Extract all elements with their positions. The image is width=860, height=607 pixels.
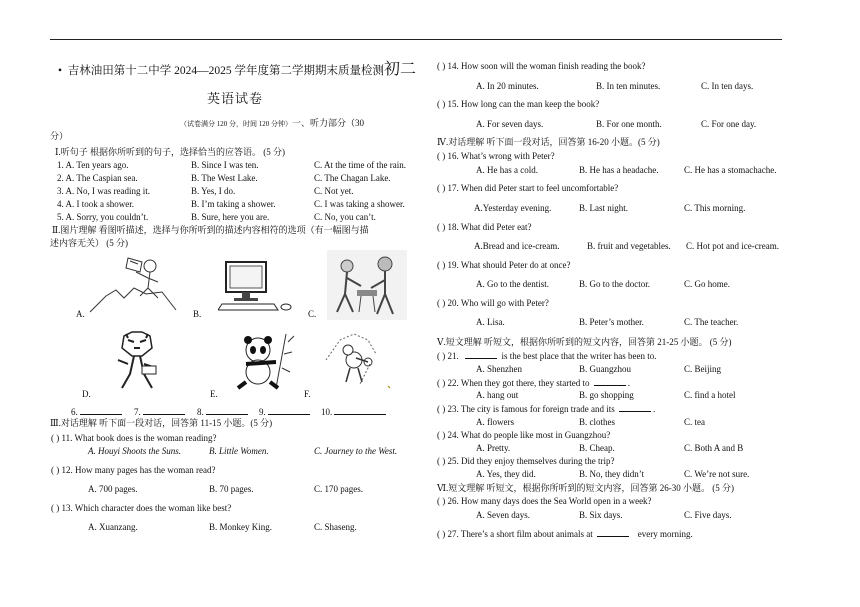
question-25: ( ) 25. Did they enjoy themselves during the trip? <box>437 456 615 466</box>
s1-heading: Ⅰ.听句子 根据你所听到的句子，选择恰当的应答语。 (5 分) <box>55 147 286 157</box>
picture-chess-players <box>327 250 407 320</box>
picture-computer <box>218 260 298 312</box>
answer-blank-9: 9. <box>259 406 312 418</box>
s3-heading: Ⅲ.对话理解 听下面一段对话，回答第 11-15 小题。(5 分) <box>50 418 273 428</box>
question-23: ( ) 23. The city is famous for foreign trade and its . <box>437 404 656 414</box>
question-11: ( ) 11. What book does is the woman reading? <box>51 433 217 443</box>
question-15: ( ) 15. How long can the man keep the book? <box>437 99 600 109</box>
s2-heading-cont: 述内容无关） (5 分) <box>50 238 128 248</box>
s2-heading: Ⅱ.图片理解 看图听描述，选择与你所听到的描述内容相符的选项（有一幅图与描 <box>52 225 369 235</box>
answer-blank-7: 7. <box>134 406 187 418</box>
pic-label-c: C. <box>308 309 317 319</box>
picture-panda <box>232 332 296 390</box>
pic-label-a: A. <box>76 309 85 319</box>
question-22: ( ) 22. When they got there, they started to . <box>437 378 631 388</box>
question-13: ( ) 13. Which character does the woman like best? <box>51 503 232 513</box>
question-16: ( ) 16. What’s wrong with Peter? <box>437 151 555 161</box>
s6-heading: Ⅵ.短文理解 听短文，根据你所听到的短文内容，回答第 26-30 小题。 (5 分) <box>437 483 735 493</box>
subject-title: 英语试卷 <box>207 91 264 106</box>
picture-rider <box>320 330 400 392</box>
question-21: ( ) 21. is the best place that the writer has been to. <box>437 351 657 361</box>
answer-blank-8: 8. <box>197 406 250 418</box>
pic-label-f: F. <box>304 389 311 399</box>
picture-climber <box>88 252 178 314</box>
question-26: ( ) 26. How many days does the Sea World open in a week? <box>437 496 652 506</box>
question-14: ( ) 14. How soon will the woman finish reading the book? <box>437 61 646 71</box>
picture-tiger <box>112 330 162 392</box>
s5-heading: Ⅴ.短文理解 听短文，根据你所听到的短文内容，回答第 21-25 小题。 (5 分) <box>437 337 732 347</box>
exam-title: • 吉林油田第十二中学 2024—2025 学年度第二学期期末质量检测初二 <box>58 61 417 78</box>
pic-label-d: D. <box>82 389 91 399</box>
part1-cont: 分） <box>50 131 69 141</box>
question-27: ( ) 27. There’s a short film about animals at every morning. <box>437 529 693 539</box>
pic-label-b: B. <box>193 309 202 319</box>
question-20: ( ) 20. Who will go with Peter? <box>437 298 549 308</box>
answer-blank-6: 6. <box>71 406 124 418</box>
s4-heading: Ⅳ.对话理解 听下面一段对话，回答第 16-20 小题。(5 分) <box>437 137 660 147</box>
question-19: ( ) 19. What should Peter do at once? <box>437 260 571 270</box>
question-17: ( ) 17. When did Peter start to feel uncomfortable? <box>437 183 619 193</box>
question-18: ( ) 18. What did Peter eat? <box>437 222 532 232</box>
answer-blank-10: 10. <box>321 406 388 418</box>
header-rule <box>50 39 782 40</box>
question-12: ( ) 12. How many pages has the woman read? <box>51 465 216 475</box>
pic-label-e: E. <box>210 389 218 399</box>
question-24: ( ) 24. What do people like most in Guangzhou? <box>437 430 611 440</box>
exam-info-line: （试卷满分 120 分，时间 120 分钟）一、听力部分（30 <box>180 118 365 128</box>
